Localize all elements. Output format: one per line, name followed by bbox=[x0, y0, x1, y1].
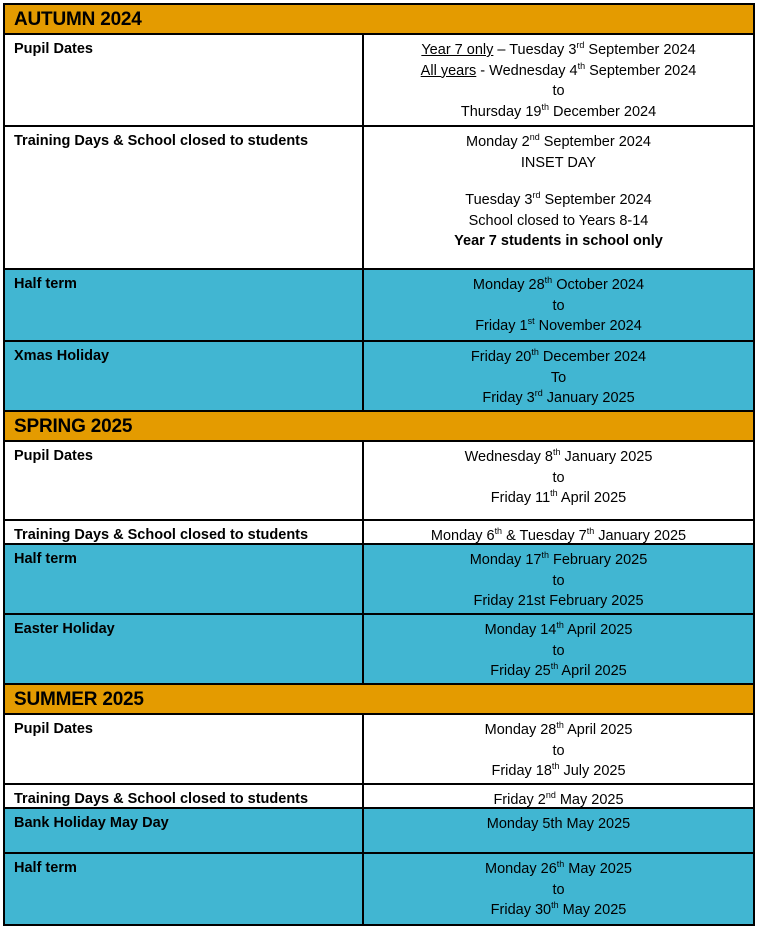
ordinal-suffix: th bbox=[550, 661, 559, 672]
table-row bbox=[5, 127, 753, 270]
text-run: Monday 17 bbox=[469, 552, 542, 568]
table-row bbox=[5, 615, 753, 685]
ordinal-suffix: st bbox=[527, 316, 535, 327]
date-line bbox=[370, 761, 747, 782]
date-line bbox=[370, 661, 747, 682]
row-dates-cell bbox=[364, 521, 753, 543]
season-title: SUMMER 2025 bbox=[14, 688, 144, 710]
ordinal-suffix: nd bbox=[545, 790, 556, 801]
text-run: September 2024 bbox=[539, 134, 651, 150]
date-line bbox=[370, 550, 747, 571]
season-header-row bbox=[5, 685, 753, 715]
row-dates-cell bbox=[364, 270, 753, 340]
date-line bbox=[370, 468, 747, 489]
text-run: Friday 21st February 2025 bbox=[473, 593, 644, 610]
text-run: May 2025 bbox=[558, 902, 627, 919]
text-run: September 2024 bbox=[584, 42, 696, 58]
season-title: SPRING 2025 bbox=[14, 415, 133, 437]
table-row bbox=[5, 854, 753, 924]
date-line bbox=[370, 190, 747, 211]
date-line bbox=[370, 488, 747, 509]
table-row bbox=[5, 442, 753, 521]
ordinal-suffix: th bbox=[551, 761, 560, 772]
date-line bbox=[370, 447, 747, 468]
date-line bbox=[370, 741, 747, 762]
ordinal-suffix: th bbox=[556, 859, 565, 870]
row-dates-cell bbox=[364, 715, 753, 783]
row-label-cell: Training Days & School closed to students bbox=[5, 127, 364, 268]
date-line bbox=[370, 591, 747, 612]
date-line bbox=[370, 40, 747, 61]
date-line bbox=[370, 132, 747, 153]
text-run: Friday 3 bbox=[482, 390, 535, 407]
row-label-cell: Half term bbox=[5, 545, 364, 613]
underlined-text: All years bbox=[420, 62, 477, 79]
text-run: October 2024 bbox=[552, 277, 645, 293]
text-run: September 2024 bbox=[540, 192, 652, 209]
row-dates-cell bbox=[364, 545, 753, 613]
row-label-cell: Half term bbox=[5, 270, 364, 340]
row-dates-cell bbox=[364, 442, 753, 519]
date-line bbox=[370, 859, 747, 880]
row-label-cell: Pupil Dates bbox=[5, 715, 364, 783]
text-run: Monday 28 bbox=[472, 277, 545, 293]
text-run: to bbox=[552, 83, 565, 100]
ordinal-suffix: th bbox=[494, 526, 503, 537]
text-run: Wednesday 8 bbox=[464, 449, 553, 465]
date-line bbox=[370, 231, 747, 252]
text-run: Friday 25 bbox=[490, 663, 551, 680]
text-run: INSET DAY bbox=[520, 154, 597, 171]
text-run: – Tuesday 3 bbox=[493, 42, 577, 58]
text-run: Monday 5th May 2025 bbox=[486, 816, 631, 832]
row-label-cell: Half term bbox=[5, 854, 364, 924]
text-run: December 2024 bbox=[548, 103, 657, 120]
date-line bbox=[370, 211, 747, 232]
text-run: April 2025 bbox=[557, 490, 627, 507]
text-run: Monday 26 bbox=[485, 861, 557, 877]
ordinal-suffix: th bbox=[556, 720, 564, 731]
date-line-spacer bbox=[370, 173, 747, 190]
ordinal-suffix: rd bbox=[532, 190, 541, 201]
text-run: Tuesday 3 bbox=[465, 192, 533, 209]
text-run: January 2025 bbox=[542, 390, 635, 407]
text-run: November 2024 bbox=[534, 318, 642, 335]
text-run: January 2025 bbox=[594, 528, 687, 544]
date-line bbox=[370, 526, 747, 547]
row-label-cell: Pupil Dates bbox=[5, 442, 364, 519]
table-row bbox=[5, 715, 753, 785]
table-row bbox=[5, 521, 753, 545]
row-label-cell: Easter Holiday bbox=[5, 615, 364, 683]
text-run: Year 7 students in school only bbox=[454, 233, 663, 250]
row-label-cell: Xmas Holiday bbox=[5, 342, 364, 410]
text-run: School closed to Years 8-14 bbox=[468, 212, 649, 229]
text-run: Monday 2 bbox=[466, 134, 530, 150]
row-dates-cell bbox=[364, 127, 753, 268]
row-dates-cell bbox=[364, 615, 753, 683]
date-line bbox=[370, 790, 747, 811]
date-line bbox=[370, 620, 747, 641]
ordinal-suffix: th bbox=[544, 275, 553, 286]
text-run: Friday 18 bbox=[491, 763, 552, 780]
ordinal-suffix: th bbox=[586, 526, 595, 537]
date-line bbox=[370, 720, 747, 741]
text-run: to bbox=[552, 742, 565, 759]
table-row bbox=[5, 545, 753, 615]
term-dates-table bbox=[3, 3, 755, 926]
text-run: to bbox=[552, 469, 565, 486]
text-run: May 2025 bbox=[555, 792, 624, 808]
text-run: April 2025 bbox=[563, 622, 633, 638]
row-dates-cell bbox=[364, 809, 753, 852]
text-run: - Wednesday 4 bbox=[476, 62, 578, 79]
ordinal-suffix: rd bbox=[534, 388, 543, 399]
ordinal-suffix: th bbox=[541, 550, 549, 561]
text-run: July 2025 bbox=[559, 763, 626, 780]
date-line bbox=[370, 368, 747, 389]
date-line bbox=[370, 296, 747, 317]
ordinal-suffix: th bbox=[553, 447, 561, 458]
text-run: & Tuesday 7 bbox=[502, 528, 587, 544]
date-line bbox=[370, 347, 747, 368]
date-line bbox=[370, 880, 747, 901]
date-line bbox=[370, 571, 747, 592]
text-run: Friday 30 bbox=[490, 902, 552, 919]
ordinal-suffix: th bbox=[551, 900, 559, 911]
ordinal-suffix: th bbox=[531, 347, 539, 358]
date-line bbox=[370, 275, 747, 296]
text-run: to bbox=[552, 881, 565, 898]
row-dates-cell bbox=[364, 785, 753, 807]
text-run: Thursday 19 bbox=[460, 103, 542, 120]
date-line bbox=[370, 81, 747, 102]
row-dates-cell bbox=[364, 854, 753, 924]
row-dates-cell bbox=[364, 35, 753, 125]
row-label-cell: Training Days & School closed to students bbox=[5, 521, 364, 543]
text-run: September 2024 bbox=[585, 62, 697, 79]
date-line bbox=[370, 61, 747, 82]
table-row bbox=[5, 35, 753, 127]
ordinal-suffix: nd bbox=[529, 132, 540, 143]
row-dates-cell bbox=[364, 342, 753, 410]
underlined-text: Year 7 only bbox=[421, 42, 494, 58]
text-run: Monday 6 bbox=[430, 528, 495, 544]
row-label-cell: Training Days & School closed to students bbox=[5, 785, 364, 807]
season-header-row bbox=[5, 5, 753, 35]
text-run: February 2025 bbox=[548, 552, 648, 568]
table-row bbox=[5, 809, 753, 854]
text-run: to bbox=[552, 572, 565, 589]
text-run: December 2024 bbox=[538, 349, 647, 365]
text-run: Friday 2 bbox=[493, 792, 546, 808]
text-run: Monday 28 bbox=[484, 722, 557, 738]
date-line bbox=[370, 641, 747, 662]
ordinal-suffix: th bbox=[541, 101, 549, 112]
text-run: to bbox=[552, 297, 565, 314]
text-run: to bbox=[552, 642, 565, 659]
ordinal-suffix: rd bbox=[576, 40, 585, 51]
date-line bbox=[370, 814, 747, 835]
row-label-cell: Pupil Dates bbox=[5, 35, 364, 125]
table-row bbox=[5, 270, 753, 342]
text-run: April 2025 bbox=[558, 663, 627, 680]
season-header-row bbox=[5, 412, 753, 442]
text-run: Friday 1 bbox=[475, 318, 528, 335]
date-line bbox=[370, 102, 747, 123]
table-row bbox=[5, 785, 753, 809]
date-line bbox=[370, 153, 747, 174]
text-run: April 2025 bbox=[563, 722, 633, 738]
date-line bbox=[370, 900, 747, 921]
ordinal-suffix: th bbox=[556, 620, 564, 631]
season-title: AUTUMN 2024 bbox=[14, 8, 142, 30]
text-run: Friday 11 bbox=[490, 490, 551, 507]
text-run: To bbox=[550, 369, 567, 386]
ordinal-suffix: th bbox=[550, 488, 558, 499]
text-run: Monday 14 bbox=[484, 622, 557, 638]
table-row bbox=[5, 342, 753, 412]
date-line bbox=[370, 316, 747, 337]
row-label-cell: Bank Holiday May Day bbox=[5, 809, 364, 852]
text-run: Friday 20 bbox=[470, 349, 532, 365]
text-run: May 2025 bbox=[564, 861, 632, 877]
ordinal-suffix: th bbox=[577, 60, 586, 71]
text-run: January 2025 bbox=[560, 449, 653, 465]
date-line bbox=[370, 388, 747, 409]
